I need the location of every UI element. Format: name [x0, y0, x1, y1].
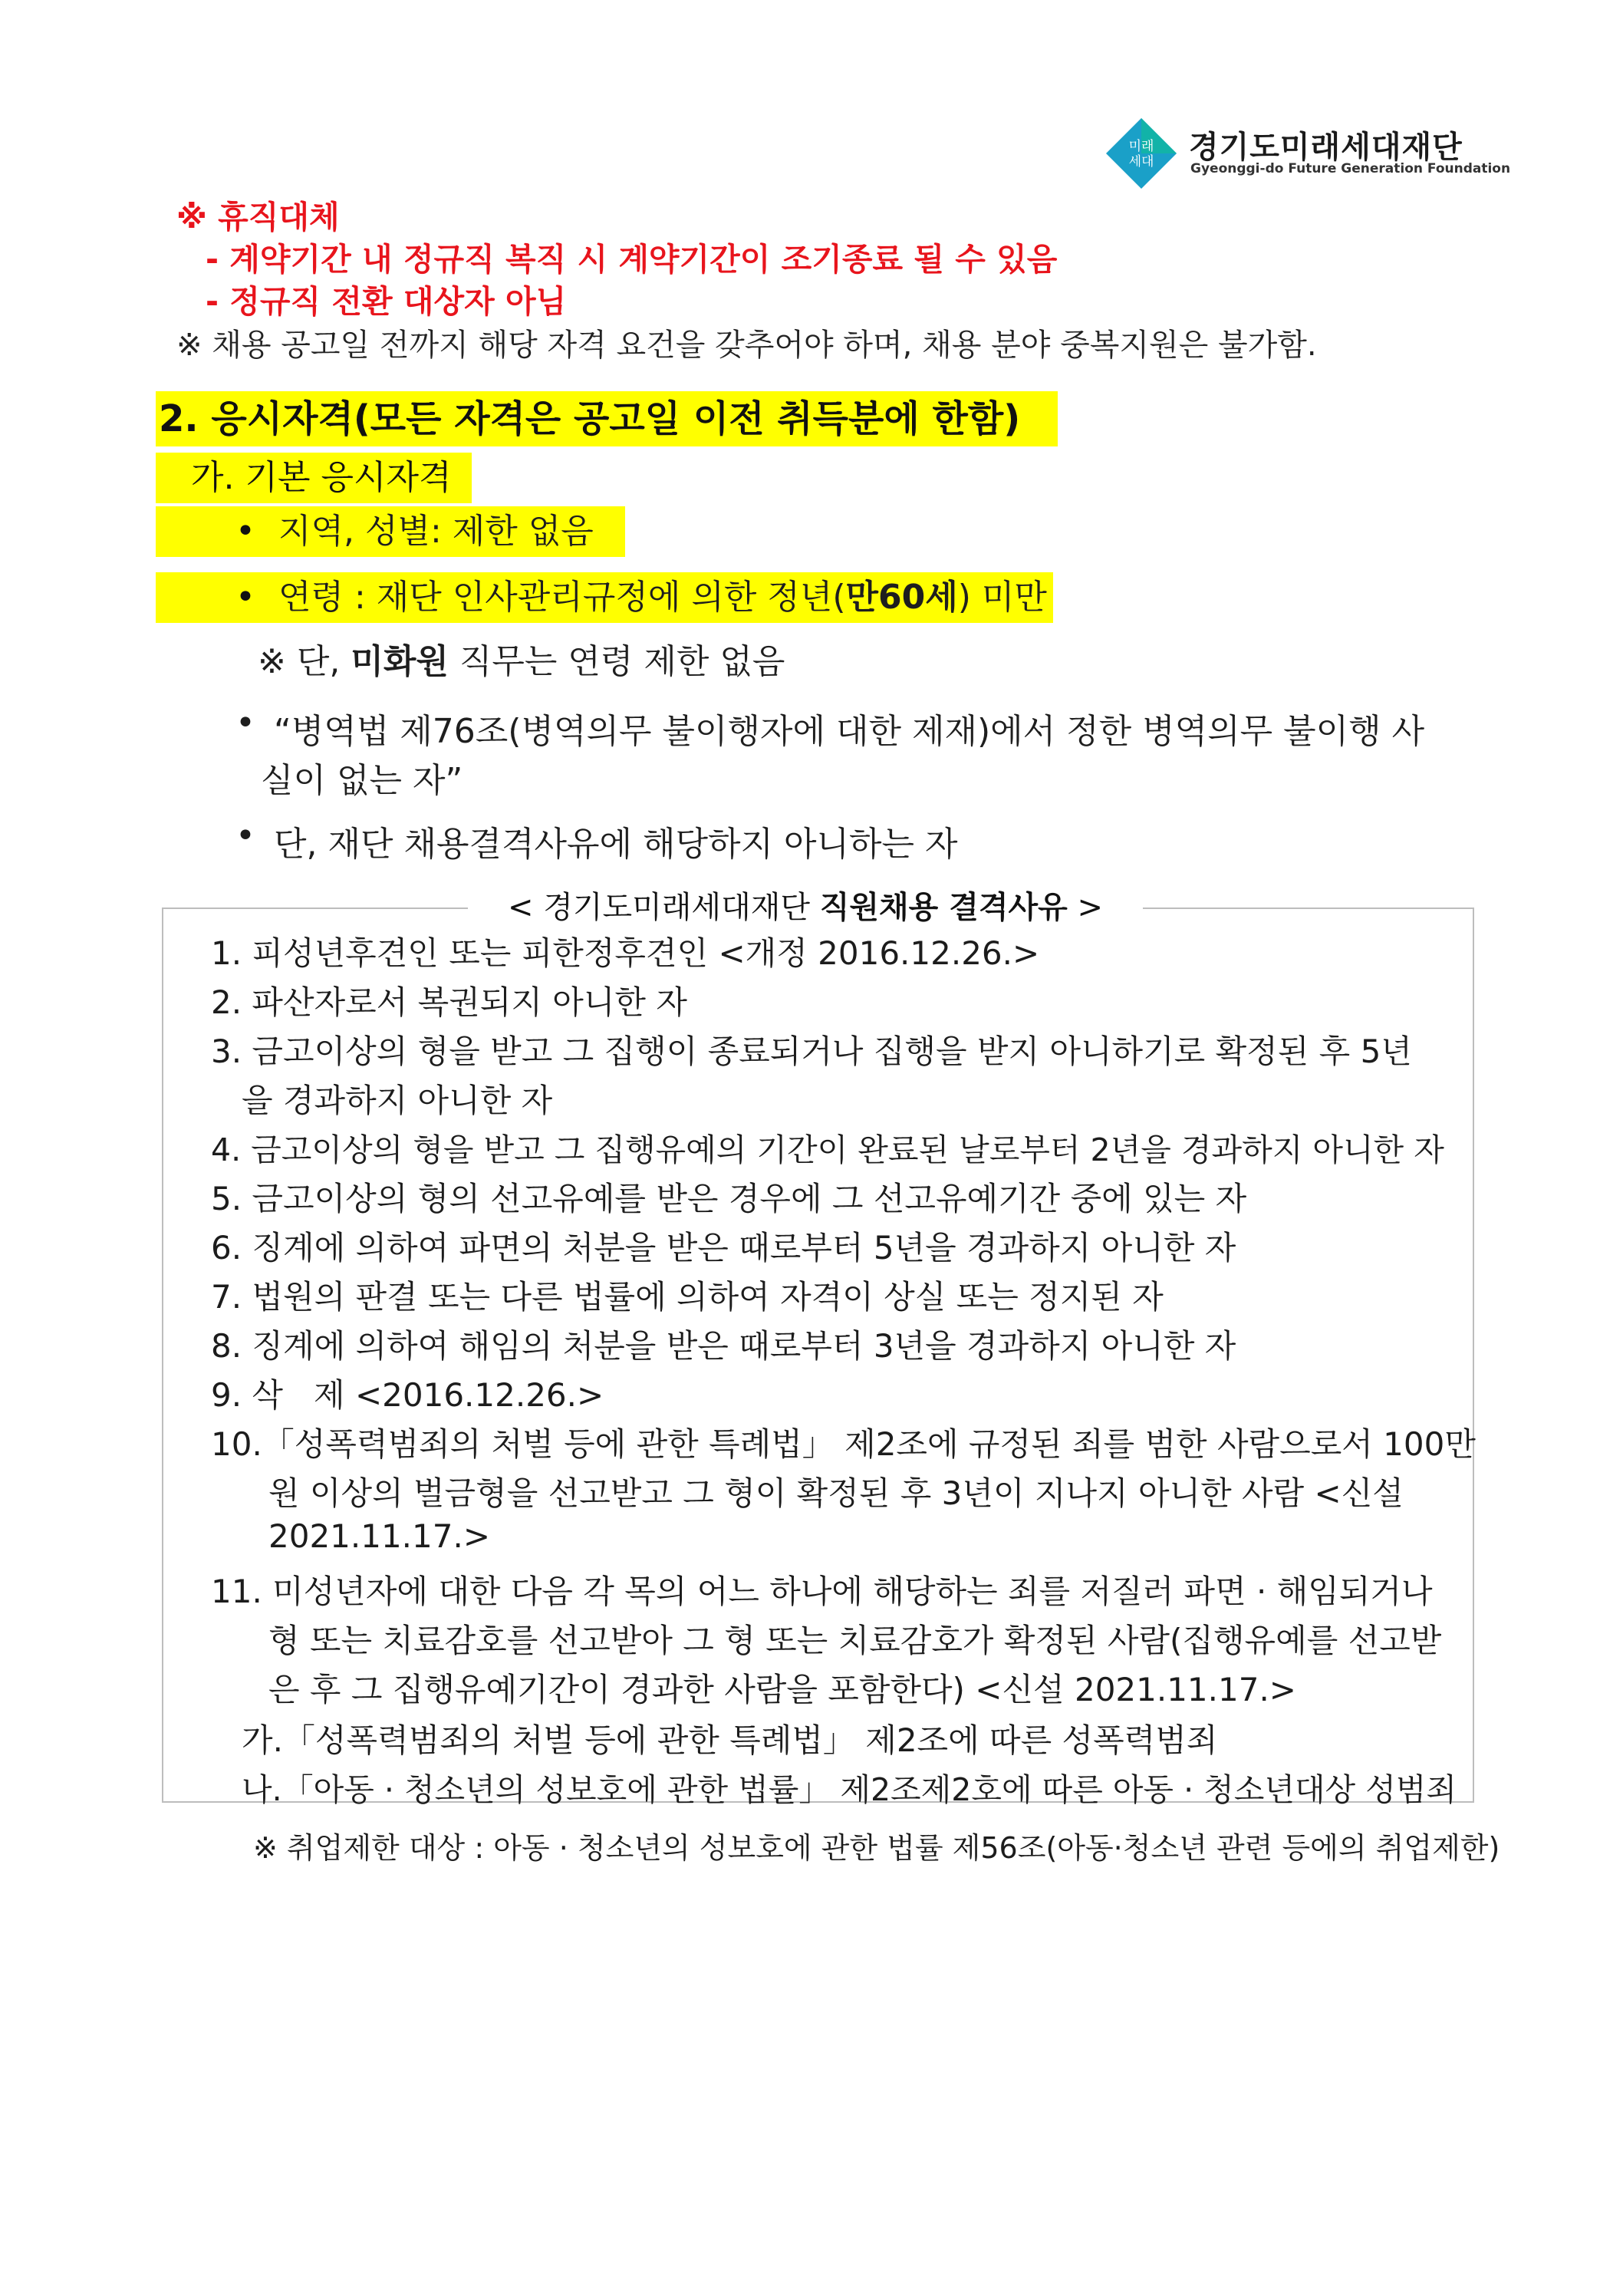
list-item: 11. 미성년자에 대한 다음 각 목의 어느 하나에 해당하는 죄를 저질러 파면 · 해임되거나 [211, 1573, 1433, 1610]
list-item: 2021.11.17.> [268, 1517, 491, 1555]
list-item: 5. 금고이상의 형의 선고유예를 받은 경우에 그 선고유예기간 중에 있는 자 [211, 1180, 1247, 1217]
age-note-bold: 미화원 [351, 642, 449, 681]
bullet-military-line2: 실이 없는 자” [261, 761, 463, 800]
box-title-post: > [1067, 890, 1103, 925]
list-item: 2. 파산자로서 복권되지 아니한 자 [211, 983, 687, 1021]
note-title: ※ 휴직대체 [176, 199, 340, 236]
note-line-2: - 정규직 전환 대상자 아님 [206, 283, 567, 320]
age-note-post: 직무는 연령 제한 없음 [448, 642, 785, 681]
subsection-heading: 가. 기본 응시자격 [156, 453, 472, 503]
list-item: 9. 삭 제 <2016.12.26.> [211, 1376, 604, 1414]
list-item: 나.「아동 · 청소년의 성보호에 관한 법률」 제2조제2호에 따른 아동 · 청소년대상 성범죄 [242, 1771, 1457, 1808]
list-item: 가.「성폭력범죄의 처벌 등에 관한 특례법」 제2조에 따른 성폭력범죄 [242, 1721, 1218, 1759]
bullet-text: 지역, 성별: 제한 없음 [278, 512, 594, 551]
logo-mark-line2: 세대 [1128, 154, 1154, 170]
bullet-icon: • [235, 578, 255, 617]
list-item: 을 경과하지 아니한 자 [242, 1082, 553, 1119]
age-note-pre: ※ 단, [258, 642, 351, 681]
bullet-text [278, 572, 1047, 623]
box-title-pre: < 경기도미래세대재단 [508, 890, 820, 925]
bullet-military-line1: “병역법 제76조(병역의무 불이행자에 대한 제재)에서 정한 병역의무 불이행 사 [274, 712, 1425, 751]
bullet-age [156, 572, 1053, 623]
bullet-disqualification: 단, 재단 채용결격사유에 해당하지 아니하는 자 [274, 825, 958, 864]
list-item: 8. 징계에 의하여 해임의 처분을 받은 때로부터 3년을 경과하지 아니한 자 [211, 1327, 1236, 1365]
logo-mark-line1: 미래 [1128, 139, 1154, 154]
box-title-bold: 직원채용 결격사유 [819, 890, 1068, 925]
note-line-3: ※ 채용 공고일 전까지 해당 자격 요건을 갖추어야 하며, 채용 분야 중복지원은 불가함. [176, 328, 1317, 363]
logo-name-en: Gyeonggi-do Future Generation Foundation [1190, 161, 1511, 176]
list-item: 3. 금고이상의 형을 받고 그 집행이 종료되거나 집행을 받지 아니하기로 확정된 후 5년 [211, 1033, 1412, 1070]
foundation-logo-icon [1104, 117, 1178, 190]
employment-restriction-note: ※ 취업제한 대상 : 아동 · 청소년의 성보호에 관한 법률 제56조(아동·청소년 관련 등에의 취업제한) [253, 1831, 1500, 1865]
list-item: 10.「성폭력범죄의 처벌 등에 관한 특례법」 제2조에 규정된 죄를 범한 사람으로서 100만 [211, 1425, 1476, 1463]
list-item: 6. 징계에 의하여 파면의 처분을 받은 때로부터 5년을 경과하지 아니한 자 [211, 1229, 1236, 1267]
bullet-icon: • [235, 816, 255, 855]
bullet-icon: • [235, 703, 255, 743]
box-title [468, 888, 1143, 927]
list-item: 7. 법원의 판결 또는 다른 법률에 의하여 자격이 상실 또는 정지된 자 [211, 1278, 1164, 1316]
logo-name-ko: 경기도미래세대재단 [1189, 130, 1463, 165]
bullet-icon: • [235, 512, 255, 551]
bullet-text-bold: 만60세 [845, 578, 958, 617]
list-item: 원 이상의 벌금형을 선고받고 그 형이 확정된 후 3년이 지나지 아니한 사람 <신설 [268, 1474, 1404, 1512]
note-line-1: - 계약기간 내 정규직 복직 시 계약기간이 조기종료 될 수 있음 [206, 241, 1058, 278]
list-item: 1. 피성년후견인 또는 피한정후견인 <개정 2016.12.26.> [211, 934, 1040, 972]
section-heading: 2. 응시자격(모든 자격은 공고일 이전 취득분에 한함) [156, 391, 1058, 446]
list-item: 형 또는 치료감호를 선고받아 그 형 또는 치료감호가 확정된 사람(집행유예를 선고받 [268, 1622, 1442, 1659]
list-item: 은 후 그 집행유예기간이 경과한 사람을 포함한다) <신설 2021.11.17.> [268, 1671, 1296, 1708]
age-note [258, 634, 785, 683]
list-item: 4. 금고이상의 형을 받고 그 집행유예의 기간이 완료된 날로부터 2년을 경과하지 아니한 자 [211, 1132, 1444, 1168]
bullet-text-pre: 연령 : 재단 인사관리규정에 의한 정년( [278, 578, 846, 617]
bullet-region-gender [156, 506, 625, 557]
bullet-text-post: ) 미만 [957, 578, 1047, 617]
